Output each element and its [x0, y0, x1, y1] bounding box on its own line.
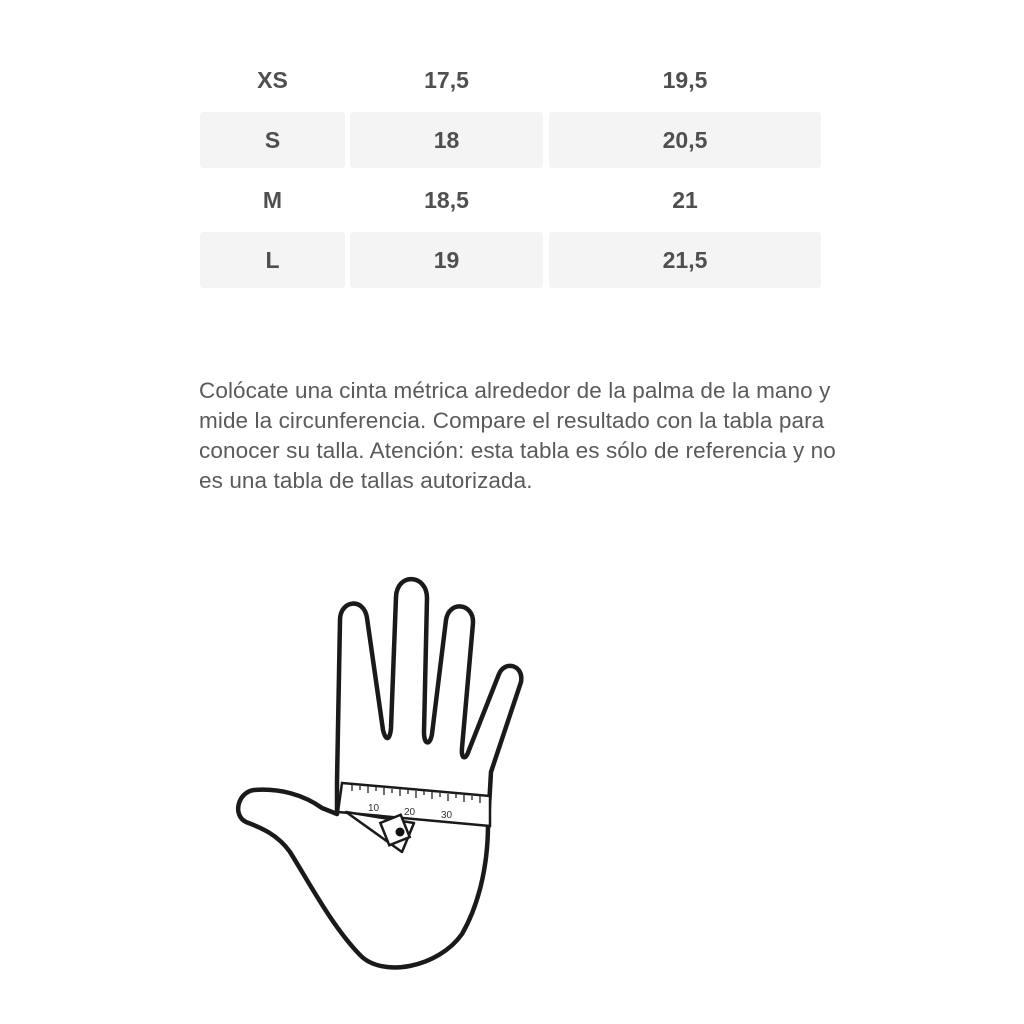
measure-cell: 21: [672, 186, 698, 213]
measure-cell: 18: [350, 112, 543, 168]
tape-label: 30: [441, 810, 453, 821]
table-row: [200, 232, 824, 288]
tape-button: [396, 828, 405, 837]
size-table: [200, 52, 824, 292]
hand-measuring-tape-icon: [230, 570, 540, 980]
table-row: [200, 112, 824, 168]
size-cell: S: [200, 112, 345, 168]
measuring-instructions: Colócate una cinta métrica alrededor de la palma de la mano y mide la circunferencia. Compare el resultado con la tabla para conocer su talla. Atención: esta tabla es sólo de referencia y no es una tabla de tallas autorizada.: [199, 378, 836, 493]
size-cell: M: [262, 186, 283, 213]
measure-cell: 19,5: [662, 66, 708, 93]
hand-outline: [238, 579, 521, 967]
measure-cell: 21,5: [549, 232, 821, 288]
measure-cell: 18,5: [424, 186, 469, 213]
table-row: [200, 172, 824, 228]
table-row: [200, 52, 824, 108]
measure-cell: 19: [350, 232, 543, 288]
tape-label: 10: [368, 803, 380, 814]
measure-cell: 20,5: [549, 112, 821, 168]
size-cell: L: [200, 232, 345, 288]
measure-cell: 17,5: [424, 66, 469, 93]
size-cell: XS: [257, 66, 288, 93]
tape-label: 20: [404, 807, 416, 818]
